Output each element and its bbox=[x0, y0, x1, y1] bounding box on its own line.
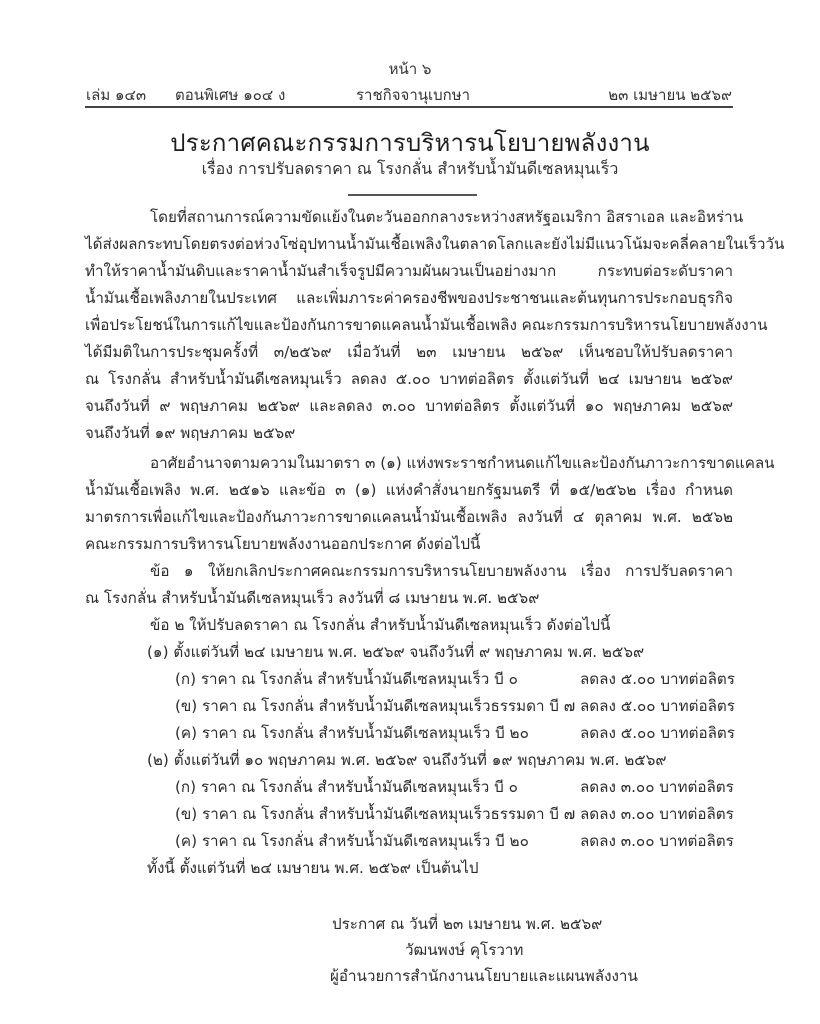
price-item-label: (ข) ราคา ณ โรงกลั่น สำหรับน้ำมันดีเซลหมุนเร็วธรรมดา บี ๗ bbox=[175, 805, 576, 823]
preamble-line: น้ำมันเชื้อเพลิงภายในประเทศ และเพิ่มภาระค่าครองชีพของประชาชนและต้นทุนการประกอบธุรกิจ bbox=[85, 289, 733, 307]
price-item-label: (ข) ราคา ณ โรงกลั่น สำหรับน้ำมันดีเซลหมุนเร็วธรรมดา บี ๗ bbox=[175, 697, 576, 715]
preamble-line: เพื่อประโยชน์ในการแก้ไขและป้องกันการขาดแคลนน้ำมันเชื้อเพลิง คณะกรรมการบริหารนโยบายพลังงาน bbox=[85, 316, 768, 334]
authority-line: คณะกรรมการบริหารนโยบายพลังงานออกประกาศ ดังต่อไปนี้ bbox=[85, 535, 481, 553]
preamble-line: โดยที่สถานการณ์ความขัดแย้งในตะวันออกกลางระหว่างสหรัฐอเมริกา อิสราเอล และอิหร่าน bbox=[150, 208, 744, 226]
gazette-volume: เล่ม ๑๔๓ bbox=[86, 86, 147, 104]
price-item-amount: ลดลง ๕.๐๐ บาทต่อลิตร bbox=[580, 724, 735, 742]
title-divider bbox=[348, 194, 477, 196]
price-item-amount: ลดลง ๓.๐๐ บาทต่อลิตร bbox=[580, 805, 734, 823]
announcement-title: ประกาศคณะกรรมการบริหารนโยบายพลังงาน bbox=[170, 129, 650, 157]
period-heading: (๑) ตั้งแต่วันที่ ๒๔ เมษายน พ.ศ. ๒๕๖๙ จนถึงวันที่ ๙ พฤษภาคม พ.ศ. ๒๕๖๙ bbox=[147, 643, 645, 661]
clause-1-line: ข้อ ๑ ให้ยกเลิกประกาศคณะกรรมการบริหารนโยบายพลังงาน เรื่อง การปรับลดราคา bbox=[150, 562, 733, 580]
price-item-amount: ลดลง ๓.๐๐ บาทต่อลิตร bbox=[580, 832, 734, 850]
gazette-date: ๒๓ เมษายน ๒๕๖๙ bbox=[608, 86, 732, 104]
price-item-label: (ค) ราคา ณ โรงกลั่น สำหรับน้ำมันดีเซลหมุนเร็ว บี ๒๐ bbox=[175, 724, 529, 742]
authority-line: อาศัยอำนาจตามความในมาตรา ๓ (๑) แห่งพระราชกำหนดแก้ไขและป้องกันภาวะการขาดแคลน bbox=[150, 454, 775, 472]
preamble-line: ณ โรงกลั่น สำหรับน้ำมันดีเซลหมุนเร็ว ลดลง ๕.๐๐ บาทต่อลิตร ตั้งแต่วันที่ ๒๔ เมษายน ๒๕๖๙ bbox=[85, 370, 733, 388]
preamble-line: จนถึงวันที่ ๙ พฤษภาคม ๒๕๖๙ และลดลง ๓.๐๐ บาทต่อลิตร ตั้งแต่วันที่ ๑๐ พฤษภาคม ๒๕๖๙ bbox=[85, 397, 733, 415]
price-item-label: (ค) ราคา ณ โรงกลั่น สำหรับน้ำมันดีเซลหมุนเร็ว บี ๒๐ bbox=[175, 832, 529, 850]
gazette-publication-name: ราชกิจจานุเบกษา bbox=[356, 86, 471, 104]
announcement-date: ประกาศ ณ วันที่ ๒๓ เมษายน พ.ศ. ๒๕๖๙ bbox=[332, 915, 603, 933]
preamble-line: จนถึงวันที่ ๑๙ พฤษภาคม ๒๕๖๙ bbox=[85, 424, 296, 442]
preamble-line: ทำให้ราคาน้ำมันดิบและราคาน้ำมันสำเร็จรูปมีความผันผวนเป็นอย่างมาก กระทบต่อระดับราคา bbox=[85, 262, 733, 280]
page-number: หน้า ๖ bbox=[388, 60, 432, 78]
gazette-issue: ตอนพิเศษ ๑๐๔ ง bbox=[175, 86, 286, 104]
price-item-amount: ลดลง ๓.๐๐ บาทต่อลิตร bbox=[580, 778, 734, 796]
period-heading: (๒) ตั้งแต่วันที่ ๑๐ พฤษภาคม พ.ศ. ๒๕๖๙ จนถึงวันที่ ๑๙ พฤษภาคม พ.ศ. ๒๕๖๙ bbox=[147, 751, 667, 769]
preamble-line: ได้ส่งผลกระทบโดยตรงต่อห่วงโซ่อุปทานน้ำมันเชื้อเพลิงในตลาดโลกและยังไม่มีแนวโน้มจะคลี่คลายในเร็ววัน bbox=[85, 235, 785, 253]
clause-1-line: ณ โรงกลั่น สำหรับน้ำมันดีเซลหมุนเร็ว ลงวันที่ ๘ เมษายน พ.ศ. ๒๕๖๙ bbox=[85, 589, 540, 607]
preamble-line: ได้มีมติในการประชุมครั้งที่ ๓/๒๕๖๙ เมื่อวันที่ ๒๓ เมษายน ๒๕๖๙ เห็นชอบให้ปรับลดราคา bbox=[85, 343, 733, 361]
gazette-header bbox=[86, 83, 732, 103]
signatory-name: วัฒนพงษ์ คุโรวาท bbox=[405, 941, 524, 959]
header-rule bbox=[85, 106, 733, 108]
effective-date: ทั้งนี้ ตั้งแต่วันที่ ๒๔ เมษายน พ.ศ. ๒๕๖๙ เป็นต้นไป bbox=[147, 859, 479, 877]
authority-line: น้ำมันเชื้อเพลิง พ.ศ. ๒๕๑๖ และข้อ ๓ (๑) แห่งคำสั่งนายกรัฐมนตรี ที่ ๑๕/๒๕๖๒ เรื่อง กำหนด bbox=[85, 481, 733, 499]
authority-line: มาตรการเพื่อแก้ไขและป้องกันภาวะการขาดแคลนน้ำมันเชื้อเพลิง ลงวันที่ ๔ ตุลาคม พ.ศ. ๒๕๖๒ bbox=[85, 508, 733, 526]
signatory-position: ผู้อำนวยการสำนักงานนโยบายและแผนพลังงาน bbox=[330, 967, 638, 985]
announcement-subject: เรื่อง การปรับลดราคา ณ โรงกลั่น สำหรับน้ำมันดีเซลหมุนเร็ว bbox=[201, 159, 619, 178]
price-item-label: (ก) ราคา ณ โรงกลั่น สำหรับน้ำมันดีเซลหมุนเร็ว บี ๐ bbox=[175, 778, 518, 796]
price-item-amount: ลดลง ๕.๐๐ บาทต่อลิตร bbox=[580, 670, 735, 688]
clause-2-intro: ข้อ ๒ ให้ปรับลดราคา ณ โรงกลั่น สำหรับน้ำมันดีเซลหมุนเร็ว ดังต่อไปนี้ bbox=[150, 616, 611, 634]
price-item-amount: ลดลง ๕.๐๐ บาทต่อลิตร bbox=[580, 697, 735, 715]
price-item-label: (ก) ราคา ณ โรงกลั่น สำหรับน้ำมันดีเซลหมุนเร็ว บี ๐ bbox=[175, 670, 518, 688]
